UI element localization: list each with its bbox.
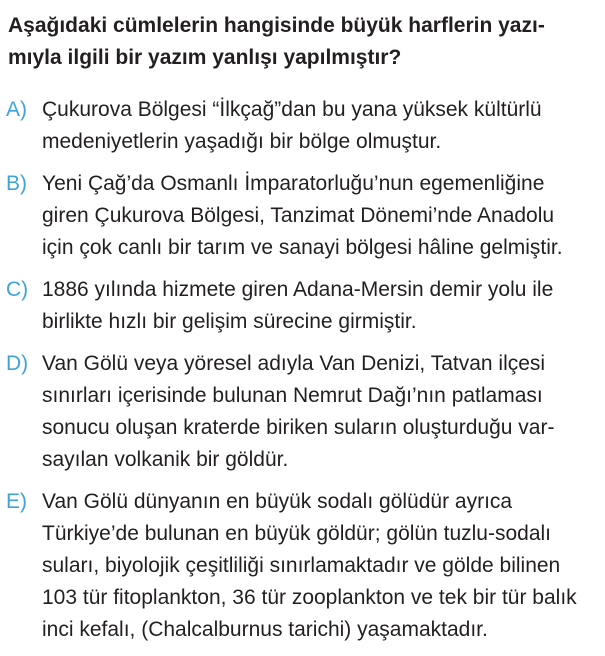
option-text-line: medeniyetlerin yaşadığı bir bölge olmuştur. <box>42 130 442 153</box>
option-e[interactable] <box>6 486 600 646</box>
option-letter: E) <box>6 490 27 513</box>
option-text-line: Yeni Çağ’da Osmanlı İmparatorluğu’nun egemenliğine <box>42 172 545 195</box>
answer-options <box>6 94 600 656</box>
option-b[interactable] <box>6 168 600 264</box>
option-text-line: 103 tür fitoplankton, 36 tür zooplankton ve tek bir tür balık <box>42 586 577 609</box>
option-c[interactable] <box>6 274 600 338</box>
option-text-line: inci kefalı, (Chalcalburnus tarichi) yaşamaktadır. <box>42 618 488 641</box>
option-text-line: sonucu oluşan kraterde biriken suların oluşturduğu var- <box>42 416 555 439</box>
option-text-line: Van Gölü dünyanın en büyük sodalı gölüdür ayrıca <box>42 490 513 513</box>
question-stem <box>8 10 598 74</box>
option-text-line: 1886 yılında hizmete giren Adana-Mersin demir yolu ile <box>42 278 554 301</box>
option-text-line: Türkiye’de bulunan en büyük göldür; gölün tuzlu-sodalı <box>42 522 551 545</box>
option-text-line: Van Gölü veya yöresel adıyla Van Denizi, Tatvan ilçesi <box>42 352 546 375</box>
option-letter: B) <box>6 172 27 195</box>
option-text-line: Çukurova Bölgesi “İlkçağ”dan bu yana yüksek kültürlü <box>42 98 542 121</box>
option-text-line: birlikte hızlı bir gelişim sürecine girmiştir. <box>42 310 417 333</box>
question-line: mıyla ilgili bir yazım yanlışı yapılmıştır? <box>8 46 402 69</box>
option-text-line: giren Çukurova Bölgesi, Tanzimat Dönemi’nde Anadolu <box>42 204 555 227</box>
option-letter: C) <box>6 278 29 301</box>
option-text-line: sınırları içerisinde bulunan Nemrut Dağı’nın patlaması <box>42 384 543 407</box>
option-letter: D) <box>6 352 29 375</box>
option-d[interactable] <box>6 348 600 476</box>
question-line: Aşağıdaki cümlelerin hangisinde büyük harflerin yazı- <box>8 14 545 37</box>
option-a[interactable] <box>6 94 600 158</box>
option-letter: A) <box>6 98 27 121</box>
option-text-line: için çok canlı bir tarım ve sanayi bölgesi hâline gelmiştir. <box>42 236 563 259</box>
option-text-line: sayılan volkanik bir göldür. <box>42 448 289 471</box>
option-text-line: suları, biyolojik çeşitliliği sınırlamaktadır ve gölde bilinen <box>42 554 561 577</box>
